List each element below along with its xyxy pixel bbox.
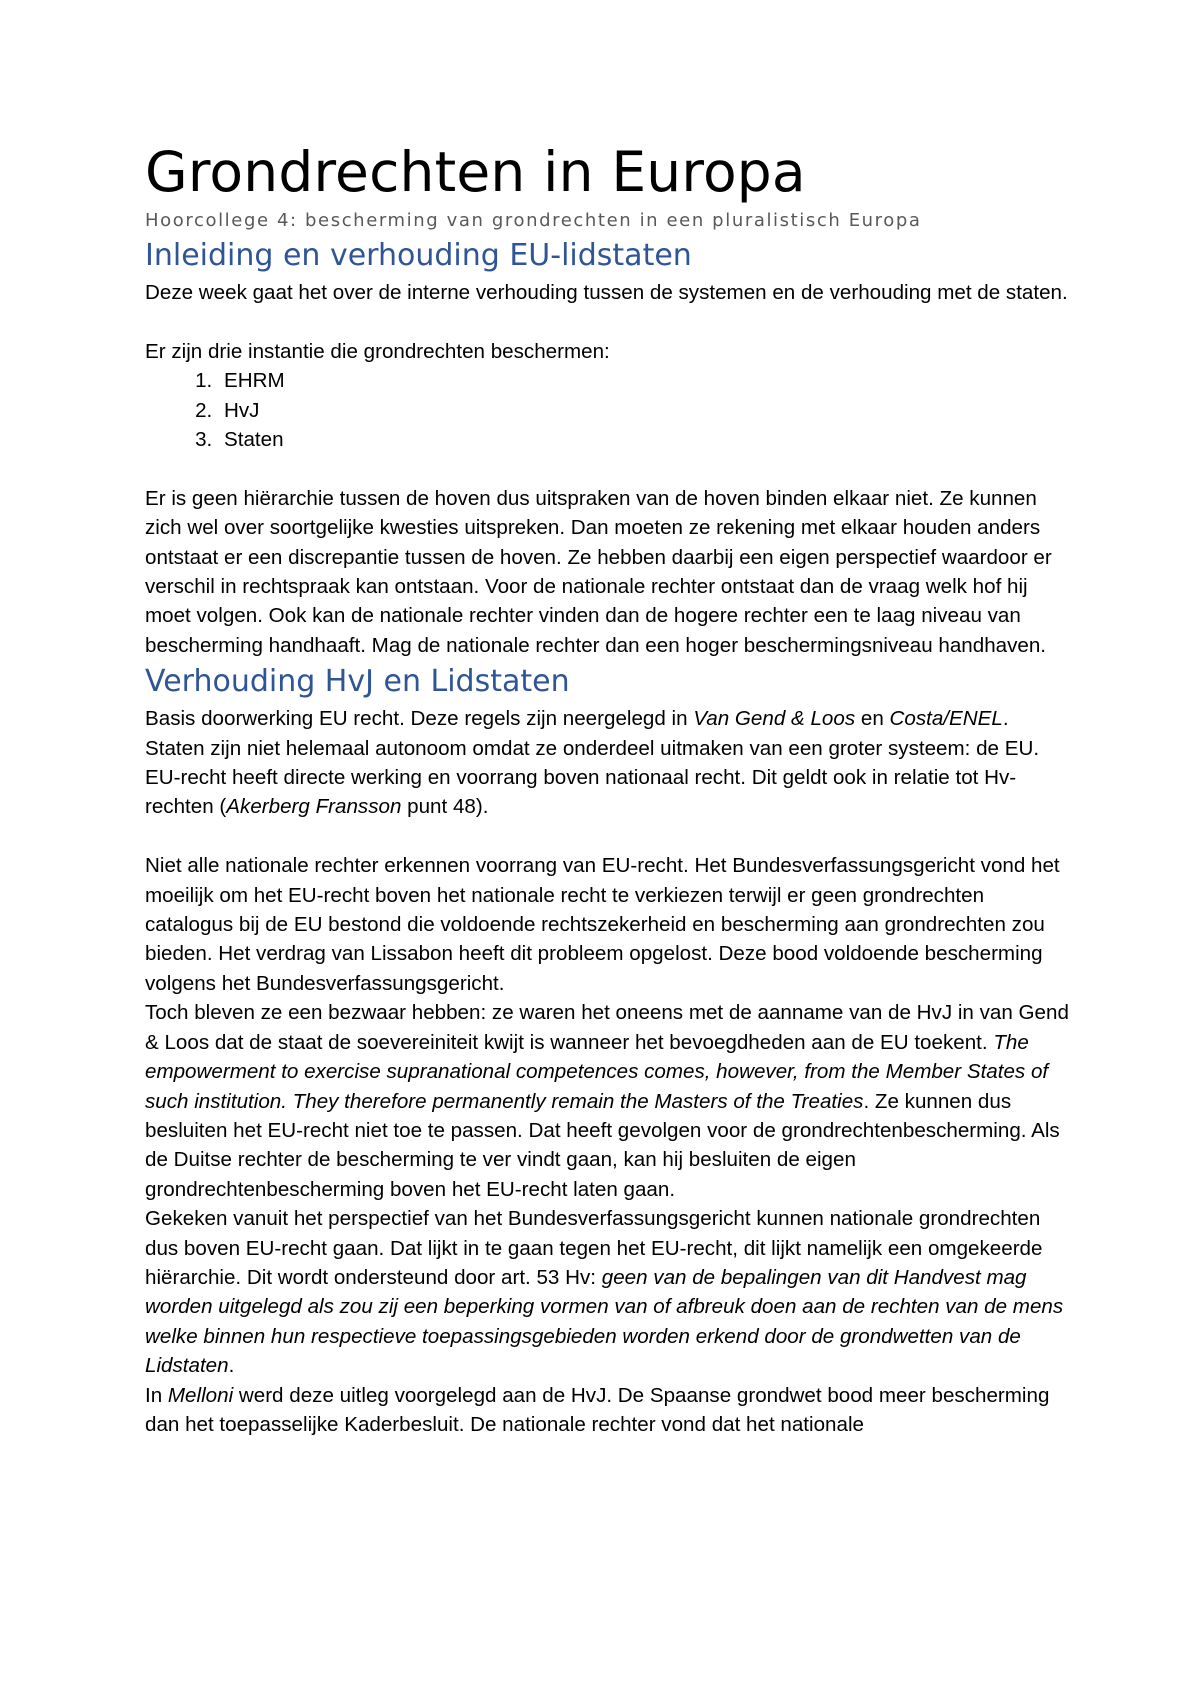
numbered-list-instanties <box>145 366 1070 454</box>
section-heading-inleiding: Inleiding en verhouding EU-lidstaten <box>145 238 692 273</box>
list-item: 3. Staten <box>218 425 1070 454</box>
paragraph-spacer <box>145 307 1070 336</box>
paragraph-voorrang: Niet alle nationale rechter erkennen voorrang van EU-recht. Het Bundesverfassungsgericht vond het moeilijk om het EU-recht boven het nationale recht te verkiezen terwijl er geen grondrechten catalogus bij de EU bestond die voldoende rechtszekerheid en bescherming aan grondrechten zou bieden. Het verdrag van Lissabon heeft dit probleem opgelost. Deze bood voldoende bescherming volgens het Bundesverfassungsgericht. <box>145 854 1060 995</box>
text-run: . Staten zijn niet helemaal autonoom omdat ze onderdeel uitmaken van een groter systeem: de EU. EU-recht heeft directe werking en voorrang boven nationaal recht. Dit geldt ook in relatie tot Hv-rechten ( <box>145 707 1040 819</box>
list-item: 1. EHRM <box>218 366 1070 395</box>
case-name-italic: Costa/ENEL <box>889 707 1003 731</box>
text-run: punt 48). <box>401 795 489 819</box>
text-run: Toch bleven ze een bezwaar hebben: ze waren het oneens met de aanname van de HvJ in van Gend & Loos dat de staat de soevereiniteit kwijt is wanneer het bevoegdheden aan de EU toekent. <box>145 1001 1069 1054</box>
case-name-italic: Akerberg Fransson <box>226 795 402 819</box>
paragraph-doorwerking <box>145 704 1070 822</box>
section-heading-verhouding: Verhouding HvJ en Lidstaten <box>145 664 570 700</box>
text-run: In <box>145 1383 168 1407</box>
text-run: Basis doorwerking EU recht. Deze regels zijn neergelegd in <box>145 707 694 731</box>
text-run: werd deze uitleg voorgelegd aan de HvJ. De Spaanse grondwet bood meer bescherming dan het toepasselijke Kaderbesluit. De nationale rechter vond dat het nationale <box>145 1383 1050 1436</box>
paragraph-spacer <box>145 454 1070 483</box>
paragraph-hierarchie: Er is geen hiërarchie tussen de hoven dus uitspraken van de hoven binden elkaar niet. Ze kunnen zich wel over soortgelijke kwesties uitspreken. Dan moeten ze rekening met elkaar houden anders ontstaat er een discrepantie tussen de hoven. Ze hebben daarbij een eigen perspectief waardoor er verschil in rechtspraak kan ontstaan. Voor de nationale rechter ontstaat dan de vraag welk hof hij moet volgen. Ook kan de nationale rechter vinden dan de hogere rechter een te laag niveau van bescherming handhaaft. Mag de nationale rechter dan een hoger beschermingsniveau handhaven. <box>145 486 1052 657</box>
quote-italic: geen van de bepalingen van dit Handvest mag worden uitgelegd als zou zij een beperking vormen van of afbreuk doen aan de rechten van de mens welke binnen hun respectieve toepassingsgebieden worden erkend door de grondwetten van de Lidstaten <box>145 1265 1064 1378</box>
case-name-italic: Van Gend & Loos <box>693 707 856 731</box>
text-run: . <box>228 1354 235 1378</box>
document-body <box>145 138 1070 1439</box>
paragraph-perspectief <box>145 1204 1070 1380</box>
text-run: . Ze kunnen dus besluiten het EU-recht niet toe te passen. Dat heeft gevolgen voor de grondrechtenbescherming. Als de Duitse rechter de bescherming te ver vindt gaan, kan hij besluiten de eigen grondrechtenbescherming boven het EU-recht laten gaan. <box>145 1089 1060 1201</box>
paragraph-instanties: Er zijn drie instantie die grondrechten beschermen: <box>145 339 610 363</box>
paragraph-bezwaar <box>145 998 1070 1204</box>
document-subtitle: Hoorcollege 4: bescherming van grondrechten in een pluralistisch Europa <box>145 210 922 231</box>
quote-italic: The empowerment to exercise supranational competences comes, however, from the Member States of such institution. They therefore permanently remain the Masters of the Treaties <box>145 1030 1049 1113</box>
paragraph-melloni <box>145 1381 1070 1440</box>
text-run: Gekeken vanuit het perspectief van het Bundesverfassungsgericht kunnen nationale grondrechten dus boven EU-recht gaan. Dat lijkt in te gaan tegen het EU-recht, dit lijkt namelijk een omgekeerde hiërarchie. Dit wordt ondersteund door art. 53 Hv: <box>145 1207 1043 1289</box>
case-name-italic: Melloni <box>167 1383 234 1407</box>
list-item: 2. HvJ <box>218 396 1070 425</box>
text-run: en <box>855 707 890 731</box>
paragraph-spacer <box>145 822 1070 851</box>
document-title: Grondrechten in Europa <box>145 140 806 204</box>
paragraph-intro: Deze week gaat het over de interne verhouding tussen de systemen en de verhouding met de staten. <box>145 281 1068 304</box>
